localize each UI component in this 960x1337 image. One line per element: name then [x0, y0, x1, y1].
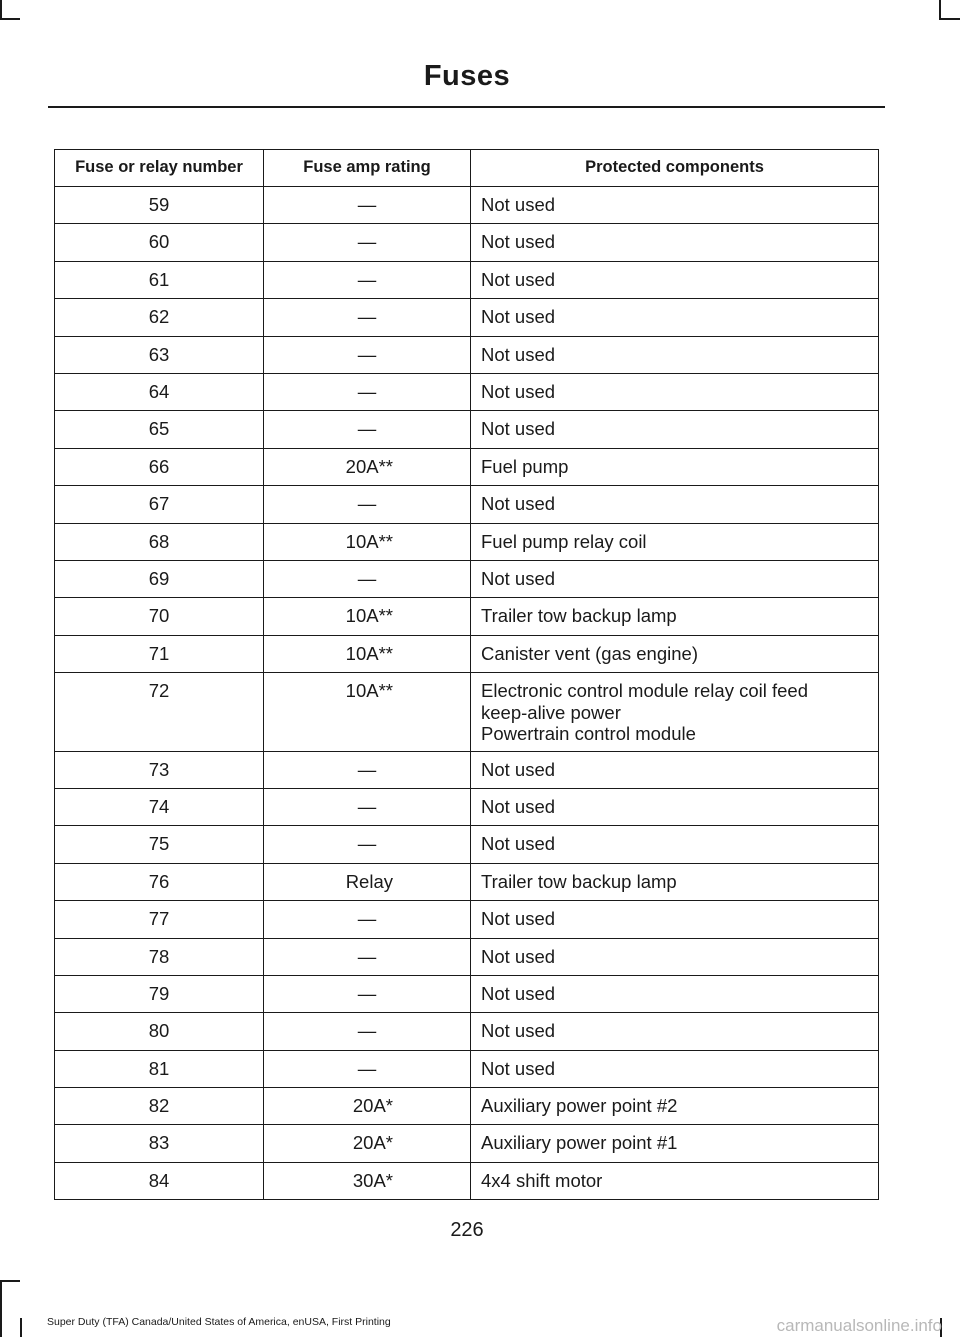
components-list	[471, 1125, 878, 1160]
components-cell	[471, 523, 879, 560]
fuse-number-cell	[55, 1050, 264, 1087]
amp-rating-cell-value: —	[357, 795, 377, 817]
component-line: Not used	[481, 343, 556, 365]
table-row	[55, 1162, 879, 1199]
table-row	[55, 1088, 879, 1125]
fuse-number-cell-value: 75	[148, 833, 170, 855]
components-list	[471, 262, 878, 297]
fuse-number-cell-value: 62	[148, 306, 170, 328]
amp-rating-cell-value: —	[357, 194, 377, 215]
fuse-number-cell	[55, 673, 264, 752]
components-cell	[471, 299, 879, 336]
component-line: Not used	[481, 908, 556, 930]
components-list	[471, 976, 878, 1011]
table-row	[55, 187, 879, 224]
components-cell	[471, 411, 879, 448]
components-list	[471, 789, 878, 824]
component-line: Not used	[481, 418, 556, 440]
fuse-number-cell-value: 78	[148, 945, 170, 967]
amp-rating-cell-value: —	[357, 418, 377, 440]
amp-rating-cell	[264, 373, 471, 410]
fuse-number-cell-value: 80	[148, 1020, 170, 1042]
amp-rating-cell	[264, 224, 471, 261]
footer-text: Super Duty (TFA) Canada/United States of America, enUSA, First Printing	[47, 1316, 391, 1328]
component-line: Not used	[481, 567, 556, 589]
table-row	[55, 1050, 879, 1087]
amp-rating-cell	[264, 187, 471, 224]
amp-rating-cell-value: 30A*	[352, 1169, 393, 1191]
fuse-number-cell	[55, 1088, 264, 1125]
components-list	[471, 486, 878, 521]
table-row	[55, 938, 879, 975]
component-line: Not used	[481, 306, 556, 328]
component-line: Trailer tow backup lamp	[481, 605, 677, 627]
fuse-number-cell	[55, 486, 264, 523]
fuse-number-cell	[55, 187, 264, 224]
components-cell	[471, 1162, 879, 1199]
components-list	[471, 636, 878, 671]
table-row	[55, 1125, 879, 1162]
components-cell	[471, 560, 879, 597]
fuse-number-cell-value: 69	[148, 567, 170, 589]
crop-mark	[0, 18, 20, 20]
components-list	[471, 901, 878, 936]
table-row	[55, 901, 879, 938]
table-row	[55, 598, 879, 635]
amp-rating-cell-value: —	[357, 833, 377, 855]
amp-rating-cell-value: 20A*	[352, 1095, 393, 1117]
amp-rating-cell	[264, 299, 471, 336]
component-line: Powertrain control module	[481, 723, 696, 745]
components-cell	[471, 635, 879, 672]
table-row	[55, 336, 879, 373]
components-list	[471, 374, 878, 409]
components-cell	[471, 975, 879, 1012]
amp-rating-cell	[264, 523, 471, 560]
fuse-number-cell-value: 65	[148, 418, 170, 440]
amp-rating-cell-value: 20A**	[345, 455, 393, 477]
components-cell	[471, 598, 879, 635]
table-row	[55, 560, 879, 597]
fuse-number-cell-value: 71	[148, 642, 170, 664]
component-line: Not used	[481, 833, 556, 855]
amp-rating-cell-value: —	[357, 982, 377, 1004]
component-line: keep-alive power	[481, 701, 621, 723]
table-row	[55, 788, 879, 825]
amp-rating-cell-value: —	[357, 1057, 377, 1079]
component-line: Auxiliary power point #1	[481, 1132, 678, 1154]
amp-rating-cell	[264, 448, 471, 485]
amp-rating-cell-value: —	[357, 908, 377, 930]
fuse-number-cell	[55, 751, 264, 788]
amp-rating-cell-value: —	[357, 1020, 377, 1042]
components-list	[471, 1013, 878, 1048]
component-line: Trailer tow backup lamp	[481, 870, 677, 892]
components-list	[471, 299, 878, 334]
component-line: Not used	[481, 795, 556, 817]
watermark: carmanualsonline.info	[776, 1316, 942, 1335]
amp-rating-cell	[264, 411, 471, 448]
amp-rating-cell	[264, 336, 471, 373]
title-divider	[48, 106, 885, 108]
components-cell	[471, 336, 879, 373]
amp-rating-cell-value: —	[357, 343, 377, 365]
fuse-number-cell	[55, 560, 264, 597]
amp-rating-cell	[264, 1013, 471, 1050]
components-list	[471, 864, 878, 899]
amp-rating-cell-value: —	[357, 493, 377, 515]
table-row	[55, 635, 879, 672]
column-header-components: Protected components	[471, 150, 879, 187]
fuse-number-cell-value: 81	[148, 1057, 170, 1079]
table-row	[55, 261, 879, 298]
components-cell	[471, 224, 879, 261]
fuse-number-cell	[55, 1013, 264, 1050]
component-line: Not used	[481, 945, 556, 967]
crop-mark	[0, 0, 2, 20]
component-line: Auxiliary power point #2	[481, 1095, 678, 1117]
crop-mark	[0, 1280, 2, 1337]
fuse-number-cell-value: 77	[148, 908, 170, 930]
amp-rating-cell	[264, 261, 471, 298]
amp-rating-cell-value: —	[357, 231, 377, 253]
table-row	[55, 751, 879, 788]
amp-rating-cell	[264, 975, 471, 1012]
page-title: Fuses	[423, 60, 511, 92]
column-header-amp-rating: Fuse amp rating	[264, 150, 471, 187]
amp-rating-cell-value: 20A*	[352, 1132, 393, 1154]
fuse-number-cell	[55, 938, 264, 975]
components-cell	[471, 673, 879, 752]
components-list	[471, 673, 878, 751]
amp-rating-cell-value: Relay	[345, 870, 393, 892]
component-line: Canister vent (gas engine)	[481, 642, 698, 664]
components-list	[471, 187, 878, 222]
amp-rating-cell-value: —	[357, 567, 377, 589]
components-cell	[471, 938, 879, 975]
components-list	[471, 411, 878, 446]
fuse-number-cell	[55, 598, 264, 635]
fuse-number-cell	[55, 635, 264, 672]
components-list	[471, 1088, 878, 1123]
amp-rating-cell-value: —	[357, 306, 377, 328]
components-list	[471, 598, 878, 633]
fuse-number-cell	[55, 901, 264, 938]
fuse-number-cell-value: 68	[148, 530, 170, 552]
crop-mark	[939, 0, 941, 20]
amp-rating-cell-value: 10A**	[345, 680, 393, 702]
fuse-number-cell	[55, 411, 264, 448]
fuse-number-cell-value: 76	[148, 870, 170, 892]
fuse-number-cell	[55, 448, 264, 485]
amp-rating-cell	[264, 1162, 471, 1199]
components-cell	[471, 261, 879, 298]
fuse-number-cell-value: 82	[148, 1095, 170, 1117]
table-row	[55, 224, 879, 261]
components-cell	[471, 187, 879, 224]
components-list	[471, 524, 878, 559]
amp-rating-cell	[264, 673, 471, 752]
amp-rating-cell	[264, 751, 471, 788]
crop-mark	[0, 1280, 20, 1282]
fuse-number-cell-value: 63	[148, 343, 170, 365]
components-list	[471, 224, 878, 259]
component-line: Not used	[481, 380, 556, 402]
crop-mark	[20, 1318, 22, 1337]
amp-rating-cell-value: 10A**	[345, 530, 393, 552]
fuse-number-cell-value: 64	[148, 380, 170, 402]
amp-rating-cell	[264, 788, 471, 825]
fuse-number-cell	[55, 788, 264, 825]
component-line: Not used	[481, 493, 556, 515]
components-cell	[471, 826, 879, 863]
fuse-table	[54, 149, 879, 1200]
components-cell	[471, 1088, 879, 1125]
fuse-number-cell	[55, 826, 264, 863]
table-row	[55, 826, 879, 863]
component-line: Not used	[481, 194, 556, 215]
components-list	[471, 752, 878, 787]
components-cell	[471, 373, 879, 410]
components-list	[471, 1051, 878, 1086]
table-row	[55, 975, 879, 1012]
amp-rating-cell	[264, 560, 471, 597]
fuse-number-cell	[55, 336, 264, 373]
amp-rating-cell	[264, 1088, 471, 1125]
amp-rating-cell-value: —	[357, 945, 377, 967]
page-number: 226	[450, 1219, 484, 1241]
components-cell	[471, 751, 879, 788]
components-list	[471, 826, 878, 861]
components-cell	[471, 1125, 879, 1162]
component-line: Not used	[481, 268, 556, 290]
fuse-number-cell	[55, 975, 264, 1012]
component-line: Not used	[481, 231, 556, 253]
components-cell	[471, 788, 879, 825]
fuse-number-cell	[55, 863, 264, 900]
table-row	[55, 373, 879, 410]
fuse-number-cell	[55, 224, 264, 261]
column-header-fuse-number: Fuse or relay number	[55, 150, 264, 187]
components-list	[471, 939, 878, 974]
amp-rating-cell-value: —	[357, 380, 377, 402]
amp-rating-cell-value: 10A**	[345, 605, 393, 627]
fuse-number-cell-value: 79	[148, 982, 170, 1004]
component-line: Not used	[481, 758, 556, 780]
fuse-number-cell	[55, 299, 264, 336]
amp-rating-cell	[264, 826, 471, 863]
components-cell	[471, 1050, 879, 1087]
component-line: Not used	[481, 982, 556, 1004]
fuse-number-cell-value: 83	[148, 1132, 170, 1154]
fuse-number-cell-value: 67	[148, 493, 170, 515]
fuse-number-cell	[55, 373, 264, 410]
fuse-number-cell-value: 72	[148, 680, 170, 702]
amp-rating-cell	[264, 635, 471, 672]
fuse-table-body	[55, 187, 879, 1200]
amp-rating-cell-value: —	[357, 758, 377, 780]
fuse-number-cell-value: 70	[148, 605, 170, 627]
fuse-number-cell-value: 61	[148, 268, 170, 290]
component-line: Not used	[481, 1057, 556, 1079]
fuse-number-cell	[55, 1125, 264, 1162]
components-list	[471, 449, 878, 484]
fuse-number-cell-value: 59	[148, 194, 170, 215]
component-line: Fuel pump	[481, 455, 569, 477]
component-line: Not used	[481, 1020, 556, 1042]
components-list	[471, 561, 878, 596]
table-row	[55, 673, 879, 752]
fuse-number-cell-value: 66	[148, 455, 170, 477]
amp-rating-cell	[264, 1050, 471, 1087]
components-list	[471, 337, 878, 372]
component-line: Fuel pump relay coil	[481, 530, 647, 552]
components-cell	[471, 448, 879, 485]
amp-rating-cell	[264, 598, 471, 635]
amp-rating-cell	[264, 486, 471, 523]
fuse-number-cell	[55, 261, 264, 298]
table-row	[55, 299, 879, 336]
components-cell	[471, 486, 879, 523]
amp-rating-cell-value: —	[357, 268, 377, 290]
table-header-row	[55, 150, 879, 187]
table-row	[55, 523, 879, 560]
components-cell	[471, 863, 879, 900]
amp-rating-cell	[264, 1125, 471, 1162]
fuse-number-cell	[55, 1162, 264, 1199]
fuse-number-cell-value: 73	[148, 758, 170, 780]
table-row	[55, 411, 879, 448]
fuse-number-cell-value: 60	[148, 231, 170, 253]
table-row	[55, 1013, 879, 1050]
amp-rating-cell-value: 10A**	[345, 642, 393, 664]
crop-mark	[940, 18, 960, 20]
component-line: Electronic control module relay coil feed	[481, 680, 808, 702]
components-cell	[471, 901, 879, 938]
amp-rating-cell	[264, 901, 471, 938]
amp-rating-cell	[264, 938, 471, 975]
fuse-number-cell-value: 74	[148, 795, 170, 817]
components-cell	[471, 1013, 879, 1050]
table-row	[55, 486, 879, 523]
component-line: 4x4 shift motor	[481, 1169, 603, 1191]
components-list	[471, 1163, 878, 1198]
table-row	[55, 863, 879, 900]
amp-rating-cell	[264, 863, 471, 900]
table-row	[55, 448, 879, 485]
fuse-number-cell-value: 84	[148, 1169, 170, 1191]
fuse-number-cell	[55, 523, 264, 560]
